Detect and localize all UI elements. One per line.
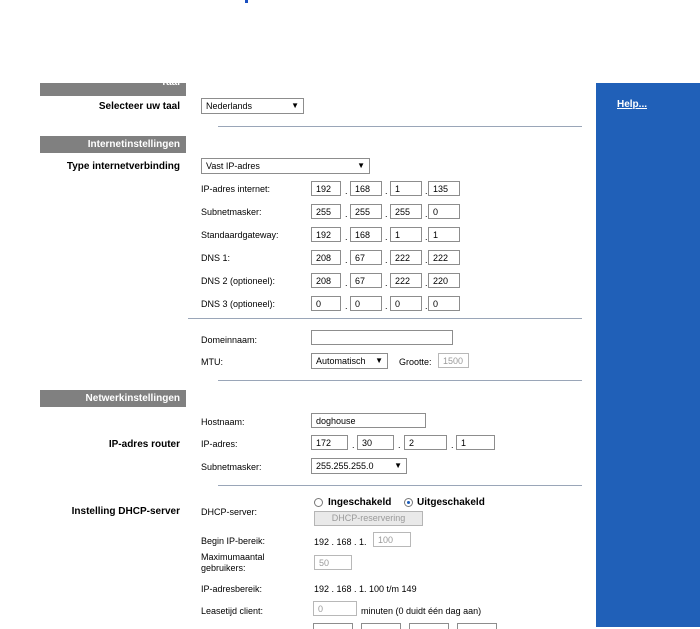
internet-ip-label: IP-adres internet: (201, 184, 271, 194)
dns2-octet-3[interactable]: 222 (390, 273, 422, 288)
connection-type-label: Type internetverbinding (66, 161, 180, 172)
max-users-input[interactable]: 50 (314, 555, 352, 570)
router-ip-label: IP-adres: (201, 439, 238, 449)
hostname-input[interactable]: doghouse (311, 413, 426, 428)
subnet-octet-2[interactable]: 255 (350, 204, 382, 219)
dns3-octet-4[interactable]: 0 (428, 296, 460, 311)
ip-range-value: 192 . 168 . 1. 100 t/m 149 (314, 584, 417, 594)
dhcp-reservation-button[interactable]: DHCP-reservering (314, 511, 423, 526)
language-section-title: Taal (160, 77, 180, 88)
router-subnet-value: 255.255.255.0 (316, 461, 374, 471)
chevron-down-icon: ▼ (394, 461, 402, 470)
dns3-octet-1[interactable]: 0 (311, 296, 341, 311)
dhcp-enabled-radio[interactable] (314, 498, 323, 507)
dns1-octet-3[interactable]: 222 (390, 250, 422, 265)
router-ip-octet-2[interactable]: 30 (357, 435, 394, 450)
lease-time-label: Leasetijd client: (201, 606, 264, 616)
dhcp-disabled-label: Uitgeschakeld (417, 497, 485, 508)
size-input[interactable]: 1500 (438, 353, 469, 368)
subnet-label: Subnetmasker: (201, 207, 262, 217)
dns3-octet-3[interactable]: 0 (390, 296, 422, 311)
internet-ip-octet-3[interactable]: 1 (390, 181, 422, 196)
mtu-select-value: Automatisch (316, 356, 366, 366)
router-ip-octet-1[interactable]: 172 (311, 435, 348, 450)
lease-time-input[interactable]: 0 (313, 601, 357, 616)
router-ip-octet-4[interactable]: 1 (456, 435, 495, 450)
size-label: Grootte: (399, 357, 432, 367)
dns2-label: DNS 2 (optioneel): (201, 276, 276, 286)
hostname-label: Hostnaam: (201, 417, 245, 427)
language-select[interactable] (201, 98, 304, 114)
partial-field-1[interactable] (313, 623, 353, 629)
dns2-octet-2[interactable]: 67 (350, 273, 382, 288)
subnet-octet-4[interactable]: 0 (428, 204, 460, 219)
help-panel (596, 83, 700, 627)
dhcp-start-prefix: 192 . 168 . 1. (314, 537, 367, 547)
partial-field-2[interactable] (361, 623, 401, 629)
gateway-octet-3[interactable]: 1 (390, 227, 422, 242)
chevron-down-icon: ▼ (375, 356, 383, 365)
divider (188, 318, 582, 319)
dns1-label: DNS 1: (201, 253, 231, 263)
network-section-title: Netwerkinstellingen (85, 393, 180, 404)
dhcp-disabled-radio[interactable] (404, 498, 413, 507)
ip-range-label: IP-adresbereik: (201, 584, 263, 594)
dhcp-server-label: DHCP-server: (201, 507, 258, 517)
internet-ip-octet-1[interactable]: 192 (311, 181, 341, 196)
gateway-octet-2[interactable]: 168 (350, 227, 382, 242)
max-users-label-line-2: gebruikers: (201, 563, 246, 573)
gateway-octet-1[interactable]: 192 (311, 227, 341, 242)
dhcp-section-label: Instelling DHCP-server (71, 506, 180, 517)
partial-field-4[interactable] (457, 623, 497, 629)
subnet-octet-1[interactable]: 255 (311, 204, 341, 219)
dns1-octet-2[interactable]: 67 (350, 250, 382, 265)
dhcp-start-input[interactable]: 100 (373, 532, 411, 547)
dns3-octet-2[interactable]: 0 (350, 296, 382, 311)
chevron-down-icon: ▼ (357, 161, 365, 170)
help-link[interactable]: Help... (617, 99, 648, 110)
language-section-header (40, 77, 186, 96)
internet-ip-octet-2[interactable]: 168 (350, 181, 382, 196)
divider (218, 485, 582, 486)
gateway-label: Standaardgateway: (201, 230, 279, 240)
dns3-label: DNS 3 (optioneel): (201, 299, 276, 309)
max-users-label-line-1: Maximumaantal (201, 552, 265, 562)
language-select-value: Nederlands (206, 101, 253, 111)
domain-label: Domeinnaam: (201, 335, 258, 345)
internet-section-header (40, 136, 186, 153)
router-ip-section-label: IP-adres router (108, 439, 180, 450)
top-decoration-dot (245, 0, 248, 3)
connection-type-value: Vast IP-adres (206, 161, 260, 171)
mtu-select[interactable] (311, 353, 388, 369)
divider (218, 126, 582, 127)
dns2-octet-4[interactable]: 220 (428, 273, 460, 288)
dns1-octet-4[interactable]: 222 (428, 250, 460, 265)
dns2-octet-1[interactable]: 208 (311, 273, 341, 288)
internet-ip-octet-4[interactable]: 135 (428, 181, 460, 196)
dhcp-enabled-label: Ingeschakeld (328, 497, 392, 508)
router-ip-octet-3[interactable]: 2 (404, 435, 447, 450)
max-users-label (201, 552, 265, 574)
subnet-octet-3[interactable]: 255 (390, 204, 422, 219)
dhcp-start-label: Begin IP-bereik: (201, 536, 266, 546)
chevron-down-icon: ▼ (291, 101, 299, 110)
language-label: Selecteer uw taal (98, 101, 180, 112)
partial-field-3[interactable] (409, 623, 449, 629)
connection-type-select[interactable] (201, 158, 370, 174)
internet-section-title: Internetinstellingen (87, 139, 180, 150)
dns1-octet-1[interactable]: 208 (311, 250, 341, 265)
mtu-label: MTU: (201, 357, 223, 367)
lease-time-suffix: minuten (0 duidt één dag aan) (361, 606, 482, 616)
network-section-header (40, 390, 186, 407)
gateway-octet-4[interactable]: 1 (428, 227, 460, 242)
router-subnet-label: Subnetmasker: (201, 462, 262, 472)
divider (218, 380, 582, 381)
router-subnet-select[interactable] (311, 458, 407, 474)
domain-input[interactable] (311, 330, 453, 345)
